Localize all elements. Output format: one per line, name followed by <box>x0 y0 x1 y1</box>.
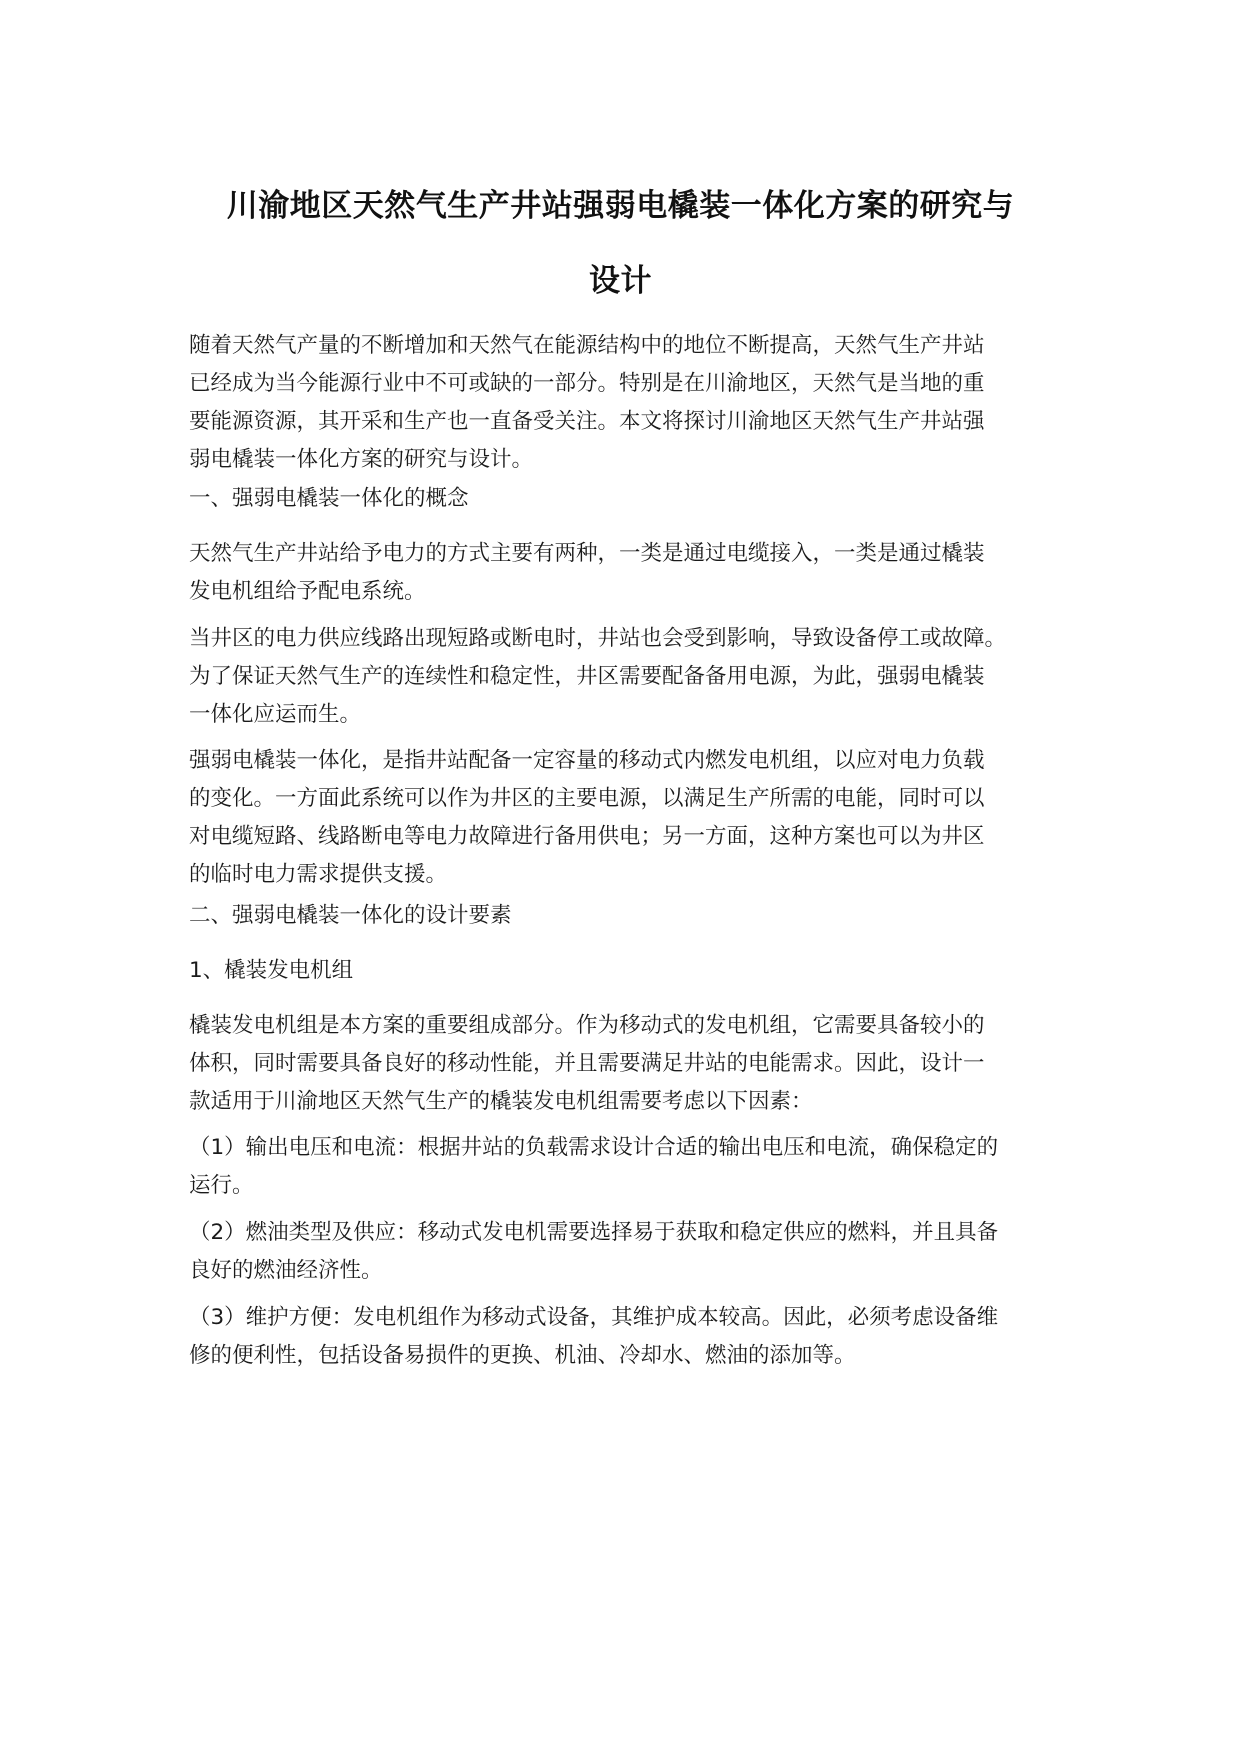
section-heading-design-elements <box>189 897 1069 935</box>
heading-text: 二、强弱电橇装一体化的设计要素 <box>189 903 512 928</box>
document-title-line-1: 川渝地区天然气生产井站强弱电橇装一体化方案的研究与 <box>226 188 1015 224</box>
text-line: 一体化应运而生。 <box>189 702 362 727</box>
text-line: 运行。 <box>189 1173 254 1198</box>
text-line: 已经成为当今能源行业中不可或缺的一部分。特别是在川渝地区，天然气是当地的重 <box>189 371 985 396</box>
text-line: 弱电橇装一体化方案的研究与设计。 <box>189 447 534 472</box>
intro-paragraph <box>189 327 1069 479</box>
text-line: 强弱电橇装一体化，是指井站配备一定容量的移动式内燃发电机组，以应对电力负载 <box>189 748 985 773</box>
text-line: 要能源资源，其开采和生产也一直备受关注。本文将探讨川渝地区天然气生产井站强 <box>189 409 985 434</box>
text-line: 体积，同时需要具备良好的移动性能，并且需要满足井站的电能需求。因此，设计一 <box>189 1051 985 1076</box>
text-line: 为了保证天然气生产的连续性和稳定性，井区需要配备备用电源，为此，强弱电橇装 <box>189 664 985 689</box>
subsection-heading-generator <box>189 952 1069 990</box>
text-line: 的变化。一方面此系统可以作为井区的主要电源，以满足生产所需的电能，同时可以 <box>189 786 985 811</box>
text-line: （3）维护方便：发电机组作为移动式设备，其维护成本较高。因此，必须考虑设备维 <box>189 1305 999 1330</box>
paragraph-backup-power <box>189 620 1069 734</box>
text-line: 良好的燃油经济性。 <box>189 1258 383 1283</box>
text-line: 发电机组给予配电系统。 <box>189 579 426 604</box>
text-line: 款适用于川渝地区天然气生产的橇装发电机组需要考虑以下因素： <box>189 1089 813 1114</box>
text-line: 天然气生产井站给予电力的方式主要有两种，一类是通过电缆接入，一类是通过橇装 <box>189 541 985 566</box>
text-line: 对电缆短路、线路断电等电力故障进行备用供电；另一方面，这种方案也可以为井区 <box>189 824 985 849</box>
paragraph-generator <box>189 1007 1069 1121</box>
text-line: 当井区的电力供应线路出现短路或断电时，井站也会受到影响，导致设备停工或故障。 <box>189 626 1007 651</box>
heading-text: 一、强弱电橇装一体化的概念 <box>189 486 469 511</box>
text-line: 橇装发电机组是本方案的重要组成部分。作为移动式的发电机组，它需要具备较小的 <box>189 1013 985 1038</box>
text-line: 修的便利性，包括设备易损件的更换、机油、冷却水、燃油的添加等。 <box>189 1343 856 1368</box>
list-item-maintenance <box>189 1299 1069 1375</box>
document-title-line-2: 设计 <box>589 263 652 299</box>
text-line: 的临时电力需求提供支援。 <box>189 862 448 887</box>
section-heading-concept <box>189 480 1069 518</box>
heading-text: 1、橇装发电机组 <box>189 958 354 983</box>
paragraph-definition <box>189 742 1069 894</box>
list-item-voltage-current <box>189 1129 1069 1205</box>
text-line: （1）输出电压和电流：根据井站的负载需求设计合适的输出电压和电流，确保稳定的 <box>189 1135 999 1160</box>
text-line: （2）燃油类型及供应：移动式发电机需要选择易于获取和稳定供应的燃料，并且具备 <box>189 1220 999 1245</box>
list-item-fuel <box>189 1214 1069 1290</box>
paragraph-power-supply <box>189 535 1069 611</box>
text-line: 随着天然气产量的不断增加和天然气在能源结构中的地位不断提高，天然气生产井站 <box>189 333 985 358</box>
